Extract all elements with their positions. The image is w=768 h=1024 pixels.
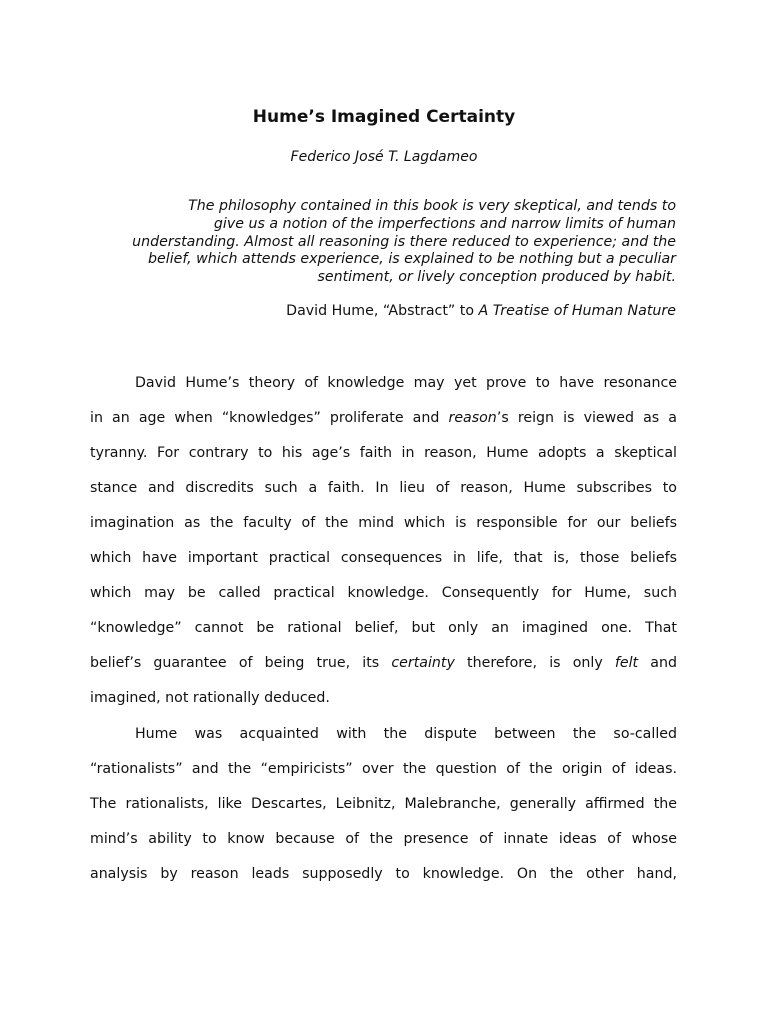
epigraph-line: The philosophy contained in this book is very skeptical, and tends to (188, 198, 676, 214)
paragraph-1-line (90, 408, 677, 428)
epigraph-line: understanding. Almost all reasoning is there reduced to experience; and the (132, 233, 676, 250)
paragraph-1-line: which may be called practical knowledge. Consequently for Hume, such (90, 585, 677, 601)
page-title: Hume’s Imagined Certainty (252, 107, 516, 127)
paragraph-2-line: analysis by reason leads supposedly to knowledge. On the other hand, (90, 866, 677, 882)
epigraph (96, 198, 676, 287)
text-run: and (638, 655, 677, 671)
paragraph-1-line (90, 653, 677, 673)
paragraph-1-line: stance and discredits such a faith. In lieu of reason, Hume subscribes to (90, 480, 677, 496)
emphasis-run: reason (448, 410, 497, 426)
paragraph-1-line: which have important practical consequences in life, that is, those beliefs (90, 550, 677, 566)
paragraph-2-line: Hume was acquainted with the dispute between the so-called (135, 726, 677, 742)
paragraph-1-line: “knowledge” cannot be rational belief, but only an imagined one. That (90, 620, 677, 636)
emphasis-run: certainty (391, 655, 455, 671)
text-run: ’s reign is viewed as a (496, 410, 677, 426)
text-run: in an age when “knowledges” proliferate and (90, 410, 449, 426)
attribution-work-title: A Treatise of Human Nature (478, 303, 676, 319)
attribution-prefix: David Hume, “Abstract” to (286, 303, 479, 319)
paragraph-1-line: imagined, not rationally deduced. (90, 690, 330, 706)
author-name: Federico José T. Lagdameo (290, 149, 478, 165)
text-run: belief’s guarantee of being true, its (90, 655, 392, 671)
paragraph-2-line: The rationalists, like Descartes, Leibnitz, Malebranche, generally affirmed the (90, 796, 677, 812)
epigraph-line: sentiment, or lively conception produced by habit. (317, 269, 676, 286)
text-run: therefore, is only (454, 655, 615, 671)
emphasis-run: felt (614, 655, 639, 671)
epigraph-attribution (96, 302, 676, 320)
paragraph-1-line: David Hume’s theory of knowledge may yet prove to have resonance (135, 375, 677, 391)
paragraph-1-line: tyranny. For contrary to his age’s faith in reason, Hume adopts a skeptical (90, 445, 677, 461)
epigraph-line: give us a notion of the imperfections and narrow limits of human (213, 215, 676, 232)
paragraph-2-line: mind’s ability to know because of the presence of innate ideas of whose (90, 831, 677, 847)
epigraph-line: belief, which attends experience, is explained to be nothing but a peculiar (148, 251, 676, 268)
paragraph-2-line: “rationalists” and the “empiricists” over the question of the origin of ideas. (90, 761, 677, 777)
paragraph-1-line: imagination as the faculty of the mind which is responsible for our beliefs (90, 515, 677, 531)
